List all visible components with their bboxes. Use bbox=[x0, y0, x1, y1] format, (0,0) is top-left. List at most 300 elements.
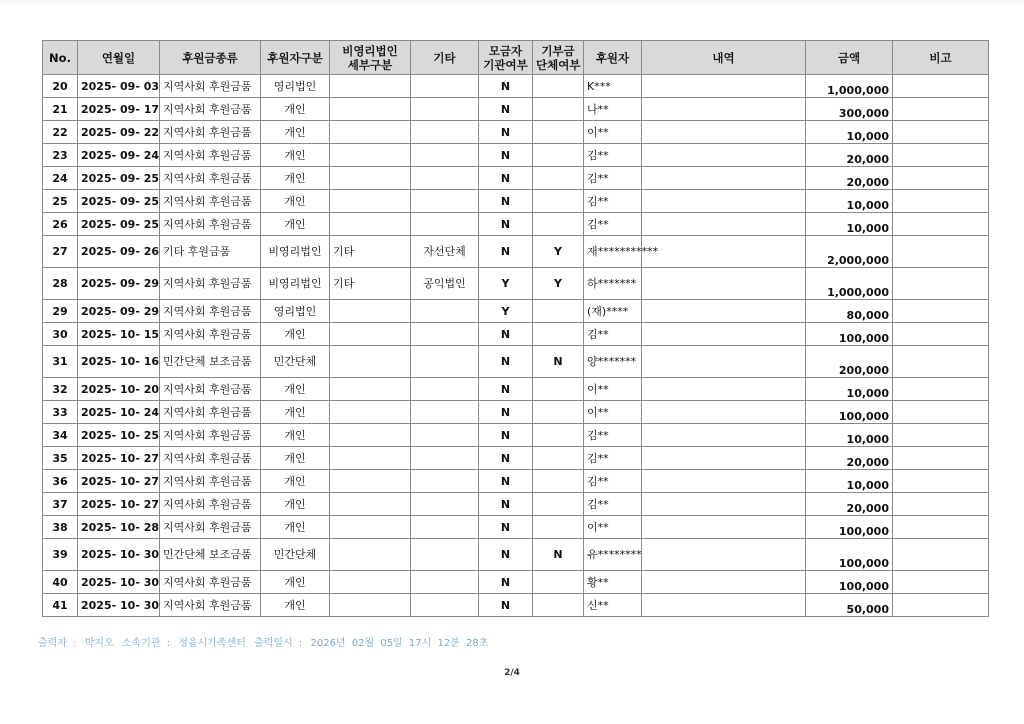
cell-sponsor-class: 개인 bbox=[261, 516, 330, 539]
col-header-nonprofit-detail bbox=[330, 41, 411, 75]
cell-amount: 10,000 bbox=[806, 378, 893, 401]
cell-donation-group bbox=[533, 190, 584, 213]
table-row bbox=[43, 213, 989, 236]
cell-remarks bbox=[893, 401, 989, 424]
cell-fundraiser: N bbox=[479, 516, 533, 539]
cell-details bbox=[642, 447, 806, 470]
cell-date: 2025- 10- 28 bbox=[78, 516, 160, 539]
cell-donor: 김** bbox=[584, 470, 642, 493]
table-row bbox=[43, 268, 989, 300]
cell-amount: 100,000 bbox=[806, 571, 893, 594]
cell-etc bbox=[411, 447, 479, 470]
cell-nonprofit-detail: 기타 bbox=[330, 236, 411, 268]
cell-remarks bbox=[893, 144, 989, 167]
cell-etc bbox=[411, 323, 479, 346]
cell-remarks bbox=[893, 447, 989, 470]
cell-nonprofit-detail bbox=[330, 75, 411, 98]
cell-remarks bbox=[893, 470, 989, 493]
cell-no: 25 bbox=[43, 190, 78, 213]
cell-fundraiser: Y bbox=[479, 300, 533, 323]
cell-amount: 10,000 bbox=[806, 470, 893, 493]
cell-sponsor-class: 개인 bbox=[261, 424, 330, 447]
table-row bbox=[43, 539, 989, 571]
cell-donor: 신** bbox=[584, 594, 642, 617]
cell-type: 지역사회 후원금품 bbox=[160, 571, 261, 594]
cell-date: 2025- 10- 30 bbox=[78, 539, 160, 571]
table-row bbox=[43, 98, 989, 121]
cell-sponsor-class: 개인 bbox=[261, 378, 330, 401]
cell-remarks bbox=[893, 378, 989, 401]
cell-type: 지역사회 후원금품 bbox=[160, 401, 261, 424]
table-row bbox=[43, 424, 989, 447]
cell-fundraiser: N bbox=[479, 121, 533, 144]
cell-amount: 80,000 bbox=[806, 300, 893, 323]
cell-etc bbox=[411, 144, 479, 167]
col-header-donation-group bbox=[533, 41, 584, 75]
col-header-amount: 금액 bbox=[806, 41, 893, 75]
cell-date: 2025- 10- 27 bbox=[78, 447, 160, 470]
cell-remarks bbox=[893, 121, 989, 144]
cell-nonprofit-detail bbox=[330, 539, 411, 571]
cell-details bbox=[642, 470, 806, 493]
cell-donation-group: N bbox=[533, 346, 584, 378]
cell-date: 2025- 10- 16 bbox=[78, 346, 160, 378]
cell-date: 2025- 09- 29 bbox=[78, 268, 160, 300]
cell-sponsor-class: 개인 bbox=[261, 167, 330, 190]
cell-donation-group bbox=[533, 378, 584, 401]
cell-fundraiser: N bbox=[479, 470, 533, 493]
cell-nonprofit-detail bbox=[330, 300, 411, 323]
cell-nonprofit-detail bbox=[330, 378, 411, 401]
cell-amount: 1,000,000 bbox=[806, 268, 893, 300]
cell-type: 지역사회 후원금품 bbox=[160, 121, 261, 144]
cell-amount: 20,000 bbox=[806, 447, 893, 470]
cell-amount: 100,000 bbox=[806, 401, 893, 424]
cell-details bbox=[642, 300, 806, 323]
cell-date: 2025- 09- 26 bbox=[78, 236, 160, 268]
cell-amount: 20,000 bbox=[806, 493, 893, 516]
cell-fundraiser: N bbox=[479, 98, 533, 121]
cell-amount: 200,000 bbox=[806, 346, 893, 378]
cell-etc bbox=[411, 424, 479, 447]
cell-remarks bbox=[893, 236, 989, 268]
cell-type: 민간단체 보조금품 bbox=[160, 346, 261, 378]
cell-details bbox=[642, 75, 806, 98]
cell-etc bbox=[411, 98, 479, 121]
table-row bbox=[43, 75, 989, 98]
cell-type: 지역사회 후원금품 bbox=[160, 424, 261, 447]
printed-at: 2026년 02월 05일 17시 12분 28초 bbox=[310, 638, 489, 649]
cell-no: 34 bbox=[43, 424, 78, 447]
cell-nonprofit-detail bbox=[330, 121, 411, 144]
col-header-sponsor-class: 후원자구분 bbox=[261, 41, 330, 75]
cell-etc bbox=[411, 346, 479, 378]
cell-donation-group: Y bbox=[533, 236, 584, 268]
cell-no: 39 bbox=[43, 539, 78, 571]
cell-etc bbox=[411, 516, 479, 539]
cell-remarks bbox=[893, 594, 989, 617]
cell-donation-group bbox=[533, 594, 584, 617]
cell-donor: 유******** bbox=[584, 539, 642, 571]
cell-remarks bbox=[893, 268, 989, 300]
printer-name: 박지오 bbox=[84, 638, 114, 649]
cell-sponsor-class: 개인 bbox=[261, 571, 330, 594]
cell-type: 지역사회 후원금품 bbox=[160, 300, 261, 323]
cell-no: 38 bbox=[43, 516, 78, 539]
cell-details bbox=[642, 516, 806, 539]
cell-remarks bbox=[893, 300, 989, 323]
cell-donor: (재)**** bbox=[584, 300, 642, 323]
cell-nonprofit-detail bbox=[330, 323, 411, 346]
cell-type: 지역사회 후원금품 bbox=[160, 594, 261, 617]
cell-nonprofit-detail bbox=[330, 167, 411, 190]
table-row bbox=[43, 493, 989, 516]
print-footer bbox=[38, 634, 490, 649]
cell-type: 지역사회 후원금품 bbox=[160, 167, 261, 190]
cell-fundraiser: N bbox=[479, 144, 533, 167]
cell-donor: 김** bbox=[584, 447, 642, 470]
cell-no: 21 bbox=[43, 98, 78, 121]
col-header-donation-group-line1: 기부금 bbox=[541, 43, 575, 58]
cell-amount: 2,000,000 bbox=[806, 236, 893, 268]
table-row bbox=[43, 447, 989, 470]
table-row bbox=[43, 300, 989, 323]
cell-fundraiser: N bbox=[479, 346, 533, 378]
table-row bbox=[43, 516, 989, 539]
col-header-remarks: 비고 bbox=[893, 41, 989, 75]
cell-no: 33 bbox=[43, 401, 78, 424]
table-row bbox=[43, 401, 989, 424]
cell-remarks bbox=[893, 516, 989, 539]
table-row bbox=[43, 167, 989, 190]
cell-fundraiser: N bbox=[479, 401, 533, 424]
cell-etc bbox=[411, 378, 479, 401]
cell-sponsor-class: 개인 bbox=[261, 190, 330, 213]
cell-no: 40 bbox=[43, 571, 78, 594]
cell-fundraiser: N bbox=[479, 447, 533, 470]
table-row bbox=[43, 378, 989, 401]
cell-remarks bbox=[893, 98, 989, 121]
table-row bbox=[43, 346, 989, 378]
cell-fundraiser: N bbox=[479, 539, 533, 571]
cell-amount: 50,000 bbox=[806, 594, 893, 617]
cell-etc bbox=[411, 539, 479, 571]
cell-no: 27 bbox=[43, 236, 78, 268]
cell-etc bbox=[411, 167, 479, 190]
cell-sponsor-class: 개인 bbox=[261, 594, 330, 617]
cell-nonprofit-detail: 기타 bbox=[330, 268, 411, 300]
cell-donor: 김** bbox=[584, 144, 642, 167]
cell-date: 2025- 09- 25 bbox=[78, 190, 160, 213]
cell-no: 30 bbox=[43, 323, 78, 346]
cell-donor: 김** bbox=[584, 167, 642, 190]
table-row bbox=[43, 144, 989, 167]
cell-donation-group bbox=[533, 75, 584, 98]
cell-fundraiser: N bbox=[479, 378, 533, 401]
cell-nonprofit-detail bbox=[330, 190, 411, 213]
cell-fundraiser: Y bbox=[479, 268, 533, 300]
cell-donor: 김** bbox=[584, 323, 642, 346]
cell-remarks bbox=[893, 424, 989, 447]
cell-no: 29 bbox=[43, 300, 78, 323]
cell-etc bbox=[411, 470, 479, 493]
cell-sponsor-class: 비영리법인 bbox=[261, 236, 330, 268]
cell-details bbox=[642, 167, 806, 190]
cell-date: 2025- 10- 15 bbox=[78, 323, 160, 346]
col-header-details: 내역 bbox=[642, 41, 806, 75]
cell-nonprofit-detail bbox=[330, 98, 411, 121]
cell-no: 35 bbox=[43, 447, 78, 470]
cell-no: 28 bbox=[43, 268, 78, 300]
cell-nonprofit-detail bbox=[330, 594, 411, 617]
cell-donation-group bbox=[533, 401, 584, 424]
cell-etc: 공익법인 bbox=[411, 268, 479, 300]
table-row bbox=[43, 236, 989, 268]
cell-type: 지역사회 후원금품 bbox=[160, 493, 261, 516]
cell-nonprofit-detail bbox=[330, 424, 411, 447]
cell-donation-group bbox=[533, 323, 584, 346]
cell-remarks bbox=[893, 493, 989, 516]
cell-remarks bbox=[893, 346, 989, 378]
cell-details bbox=[642, 213, 806, 236]
cell-details bbox=[642, 190, 806, 213]
cell-donation-group: Y bbox=[533, 268, 584, 300]
col-header-donation-group-line2: 단체여부 bbox=[536, 57, 581, 72]
cell-donor: K*** bbox=[584, 75, 642, 98]
cell-sponsor-class: 영리법인 bbox=[261, 300, 330, 323]
cell-no: 20 bbox=[43, 75, 78, 98]
cell-donor: 이** bbox=[584, 401, 642, 424]
col-header-fundraiser-line1: 모금자 bbox=[488, 43, 523, 58]
cell-etc bbox=[411, 190, 479, 213]
cell-no: 22 bbox=[43, 121, 78, 144]
cell-amount: 10,000 bbox=[806, 424, 893, 447]
cell-fundraiser: N bbox=[479, 594, 533, 617]
cell-type: 지역사회 후원금품 bbox=[160, 378, 261, 401]
cell-nonprofit-detail bbox=[330, 144, 411, 167]
cell-date: 2025- 10- 30 bbox=[78, 571, 160, 594]
cell-amount: 20,000 bbox=[806, 144, 893, 167]
cell-amount: 10,000 bbox=[806, 213, 893, 236]
cell-donor: 하******* bbox=[584, 268, 642, 300]
cell-donation-group bbox=[533, 424, 584, 447]
cell-details bbox=[642, 401, 806, 424]
cell-nonprofit-detail bbox=[330, 571, 411, 594]
cell-details bbox=[642, 268, 806, 300]
cell-nonprofit-detail bbox=[330, 493, 411, 516]
cell-donation-group bbox=[533, 470, 584, 493]
cell-details bbox=[642, 571, 806, 594]
printed-at-label: 출력일시 : bbox=[254, 638, 303, 649]
cell-type: 지역사회 후원금품 bbox=[160, 144, 261, 167]
cell-details bbox=[642, 539, 806, 571]
cell-remarks bbox=[893, 75, 989, 98]
ledger-body bbox=[43, 75, 989, 617]
cell-details bbox=[642, 493, 806, 516]
cell-date: 2025- 10- 25 bbox=[78, 424, 160, 447]
cell-sponsor-class: 영리법인 bbox=[261, 75, 330, 98]
cell-amount: 300,000 bbox=[806, 98, 893, 121]
cell-remarks bbox=[893, 190, 989, 213]
cell-type: 지역사회 후원금품 bbox=[160, 190, 261, 213]
cell-amount: 10,000 bbox=[806, 121, 893, 144]
cell-type: 지역사회 후원금품 bbox=[160, 447, 261, 470]
cell-amount: 100,000 bbox=[806, 516, 893, 539]
cell-amount: 20,000 bbox=[806, 167, 893, 190]
cell-date: 2025- 10- 20 bbox=[78, 378, 160, 401]
cell-etc bbox=[411, 594, 479, 617]
cell-type: 지역사회 후원금품 bbox=[160, 470, 261, 493]
cell-remarks bbox=[893, 539, 989, 571]
cell-fundraiser: N bbox=[479, 75, 533, 98]
cell-sponsor-class: 민간단체 bbox=[261, 539, 330, 571]
org-label: 소속기관 : bbox=[121, 638, 171, 649]
cell-date: 2025- 10- 27 bbox=[78, 470, 160, 493]
table-row bbox=[43, 571, 989, 594]
cell-donation-group bbox=[533, 121, 584, 144]
cell-fundraiser: N bbox=[479, 167, 533, 190]
cell-amount: 10,000 bbox=[806, 190, 893, 213]
cell-details bbox=[642, 144, 806, 167]
cell-details bbox=[642, 594, 806, 617]
cell-donor: 김** bbox=[584, 424, 642, 447]
cell-donor: 재*********** bbox=[584, 236, 642, 268]
col-header-nonprofit-detail-line1: 비영리법인 bbox=[342, 43, 398, 58]
cell-donor: 양******* bbox=[584, 346, 642, 378]
cell-donor: 김** bbox=[584, 190, 642, 213]
cell-date: 2025- 10- 30 bbox=[78, 594, 160, 617]
cell-fundraiser: N bbox=[479, 236, 533, 268]
cell-donation-group bbox=[533, 447, 584, 470]
cell-donation-group bbox=[533, 144, 584, 167]
col-header-etc: 기타 bbox=[411, 41, 479, 75]
donation-ledger-table bbox=[42, 40, 989, 617]
cell-donor: 김** bbox=[584, 213, 642, 236]
cell-donation-group bbox=[533, 300, 584, 323]
cell-date: 2025- 09- 03 bbox=[78, 75, 160, 98]
cell-nonprofit-detail bbox=[330, 346, 411, 378]
cell-etc: 자선단체 bbox=[411, 236, 479, 268]
cell-no: 24 bbox=[43, 167, 78, 190]
cell-date: 2025- 09- 17 bbox=[78, 98, 160, 121]
cell-donation-group bbox=[533, 213, 584, 236]
table-row bbox=[43, 190, 989, 213]
cell-type: 지역사회 후원금품 bbox=[160, 75, 261, 98]
table-row bbox=[43, 323, 989, 346]
cell-date: 2025- 09- 25 bbox=[78, 167, 160, 190]
cell-type: 지역사회 후원금품 bbox=[160, 323, 261, 346]
cell-etc bbox=[411, 75, 479, 98]
cell-type: 민간단체 보조금품 bbox=[160, 539, 261, 571]
cell-type: 지역사회 후원금품 bbox=[160, 213, 261, 236]
header-row bbox=[43, 41, 989, 75]
cell-type: 지역사회 후원금품 bbox=[160, 516, 261, 539]
cell-amount: 100,000 bbox=[806, 539, 893, 571]
cell-date: 2025- 09- 25 bbox=[78, 213, 160, 236]
cell-sponsor-class: 개인 bbox=[261, 213, 330, 236]
cell-donor: 황** bbox=[584, 571, 642, 594]
cell-amount: 100,000 bbox=[806, 323, 893, 346]
cell-donation-group bbox=[533, 493, 584, 516]
cell-date: 2025- 09- 22 bbox=[78, 121, 160, 144]
cell-details bbox=[642, 236, 806, 268]
cell-nonprofit-detail bbox=[330, 401, 411, 424]
cell-remarks bbox=[893, 213, 989, 236]
cell-sponsor-class: 개인 bbox=[261, 470, 330, 493]
cell-donor: 이** bbox=[584, 378, 642, 401]
cell-sponsor-class: 개인 bbox=[261, 493, 330, 516]
cell-no: 37 bbox=[43, 493, 78, 516]
cell-details bbox=[642, 98, 806, 121]
table-row bbox=[43, 594, 989, 617]
cell-no: 32 bbox=[43, 378, 78, 401]
cell-nonprofit-detail bbox=[330, 213, 411, 236]
col-header-date: 연월일 bbox=[78, 41, 160, 75]
cell-donation-group bbox=[533, 98, 584, 121]
cell-etc bbox=[411, 213, 479, 236]
cell-date: 2025- 09- 24 bbox=[78, 144, 160, 167]
cell-type: 지역사회 후원금품 bbox=[160, 268, 261, 300]
col-header-fundraiser bbox=[479, 41, 533, 75]
cell-fundraiser: N bbox=[479, 213, 533, 236]
cell-sponsor-class: 개인 bbox=[261, 121, 330, 144]
cell-sponsor-class: 개인 bbox=[261, 323, 330, 346]
cell-etc bbox=[411, 493, 479, 516]
cell-fundraiser: N bbox=[479, 493, 533, 516]
cell-donor: 김** bbox=[584, 493, 642, 516]
cell-donor: 이** bbox=[584, 516, 642, 539]
col-header-no: No. bbox=[43, 41, 78, 75]
cell-donation-group bbox=[533, 167, 584, 190]
col-header-nonprofit-detail-line2: 세부구분 bbox=[347, 57, 393, 72]
cell-donation-group bbox=[533, 516, 584, 539]
cell-sponsor-class: 개인 bbox=[261, 98, 330, 121]
cell-etc bbox=[411, 401, 479, 424]
cell-no: 26 bbox=[43, 213, 78, 236]
table-row bbox=[43, 121, 989, 144]
cell-no: 36 bbox=[43, 470, 78, 493]
cell-remarks bbox=[893, 323, 989, 346]
cell-date: 2025- 10- 24 bbox=[78, 401, 160, 424]
cell-etc bbox=[411, 300, 479, 323]
cell-donor: 나** bbox=[584, 98, 642, 121]
cell-details bbox=[642, 378, 806, 401]
cell-donation-group bbox=[533, 571, 584, 594]
page-number: 2/4 bbox=[504, 668, 520, 678]
cell-date: 2025- 10- 27 bbox=[78, 493, 160, 516]
page-top-edge bbox=[0, 0, 1024, 6]
cell-fundraiser: N bbox=[479, 424, 533, 447]
cell-donation-group: N bbox=[533, 539, 584, 571]
cell-details bbox=[642, 424, 806, 447]
col-header-donor: 후원자 bbox=[584, 41, 642, 75]
col-header-fundraiser-line2: 기관여부 bbox=[483, 57, 528, 72]
cell-etc bbox=[411, 121, 479, 144]
cell-no: 23 bbox=[43, 144, 78, 167]
col-header-type: 후원금종류 bbox=[160, 41, 261, 75]
org-name: 정읍시가족센터 bbox=[178, 638, 246, 649]
cell-fundraiser: N bbox=[479, 190, 533, 213]
cell-fundraiser: N bbox=[479, 571, 533, 594]
cell-etc bbox=[411, 571, 479, 594]
cell-donor: 이** bbox=[584, 121, 642, 144]
cell-type: 지역사회 후원금품 bbox=[160, 98, 261, 121]
cell-details bbox=[642, 323, 806, 346]
cell-nonprofit-detail bbox=[330, 516, 411, 539]
cell-fundraiser: N bbox=[479, 323, 533, 346]
cell-no: 31 bbox=[43, 346, 78, 378]
cell-sponsor-class: 개인 bbox=[261, 144, 330, 167]
